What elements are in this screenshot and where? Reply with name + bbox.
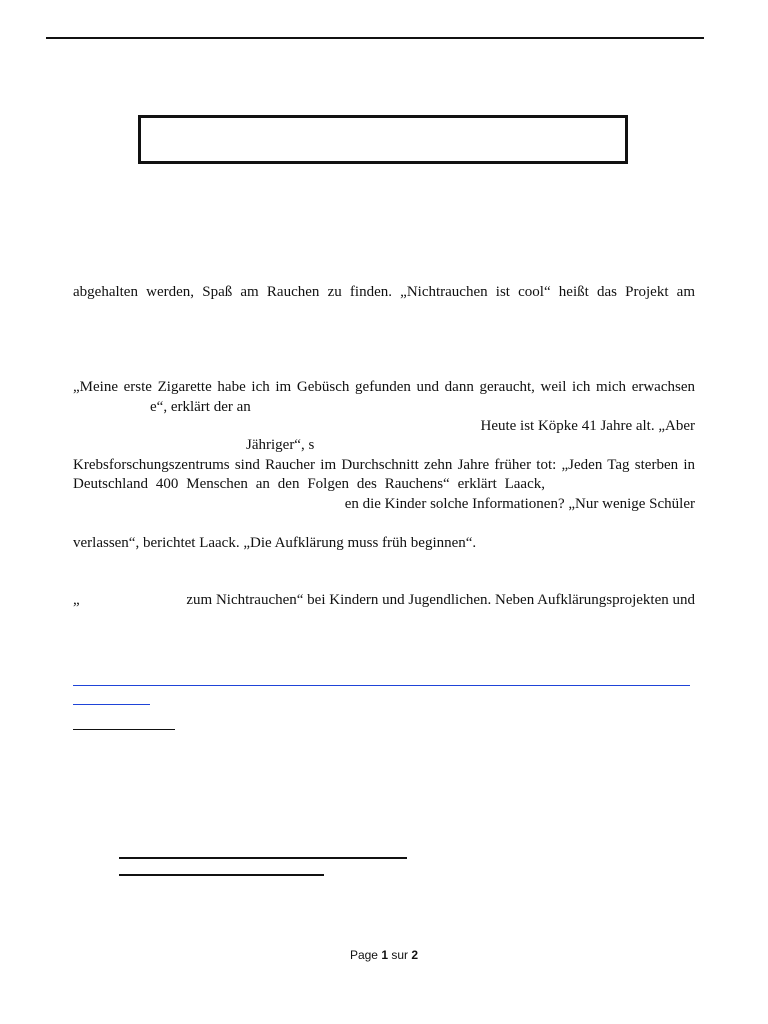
paragraph-line-7: Deutschland 400 Menschen an den Folgen des Rauchens“ erklärt Laack, [73, 476, 545, 492]
total-page-number: 2 [411, 948, 419, 962]
footer-separator: sur [391, 948, 409, 962]
paragraph-line-4: Heute ist Köpke 41 Jahre alt. „Aber [480, 418, 695, 434]
paragraph-line-6: Krebsforschungszentrums sind Raucher im Durchschnitt zehn Jahre früher tot: „Jeden Tag sterben in [73, 457, 695, 473]
paragraph-line-2: „Meine erste Zigarette habe ich im Gebüsch gefunden und dann geraucht, weil ich mich erwachsen [73, 379, 695, 395]
paragraph-line-10: zum Nichtrauchen“ bei Kindern und Jugendlichen. Neben Aufklärungsprojekten und [186, 592, 695, 608]
current-page-number: 1 [381, 948, 388, 962]
link-underline-1[interactable] [73, 685, 690, 686]
paragraph-line-10-quote: „ [73, 592, 80, 608]
paragraph-line-5: Jähriger“, s [246, 437, 315, 453]
signature-line-1 [119, 857, 407, 859]
signature-line-2 [119, 874, 324, 876]
footnote-separator [73, 729, 175, 730]
paragraph-line-1: abgehalten werden, Spaß am Rauchen zu finden. „Nichtrauchen ist cool“ heißt das Projekt am [73, 284, 695, 300]
paragraph-line-9: verlassen“, berichtet Laack. „Die Aufklärung muss früh beginnen“. [73, 535, 477, 551]
page-footer [0, 947, 768, 963]
paragraph-line-8: en die Kinder solche Informationen? „Nur wenige Schüler [344, 496, 695, 512]
empty-title-box [138, 115, 628, 164]
top-horizontal-rule [46, 37, 704, 39]
footer-prefix: Page [349, 948, 378, 962]
paragraph-line-3: e“, erklärt der an [150, 399, 251, 415]
link-underline-2[interactable] [73, 704, 150, 705]
